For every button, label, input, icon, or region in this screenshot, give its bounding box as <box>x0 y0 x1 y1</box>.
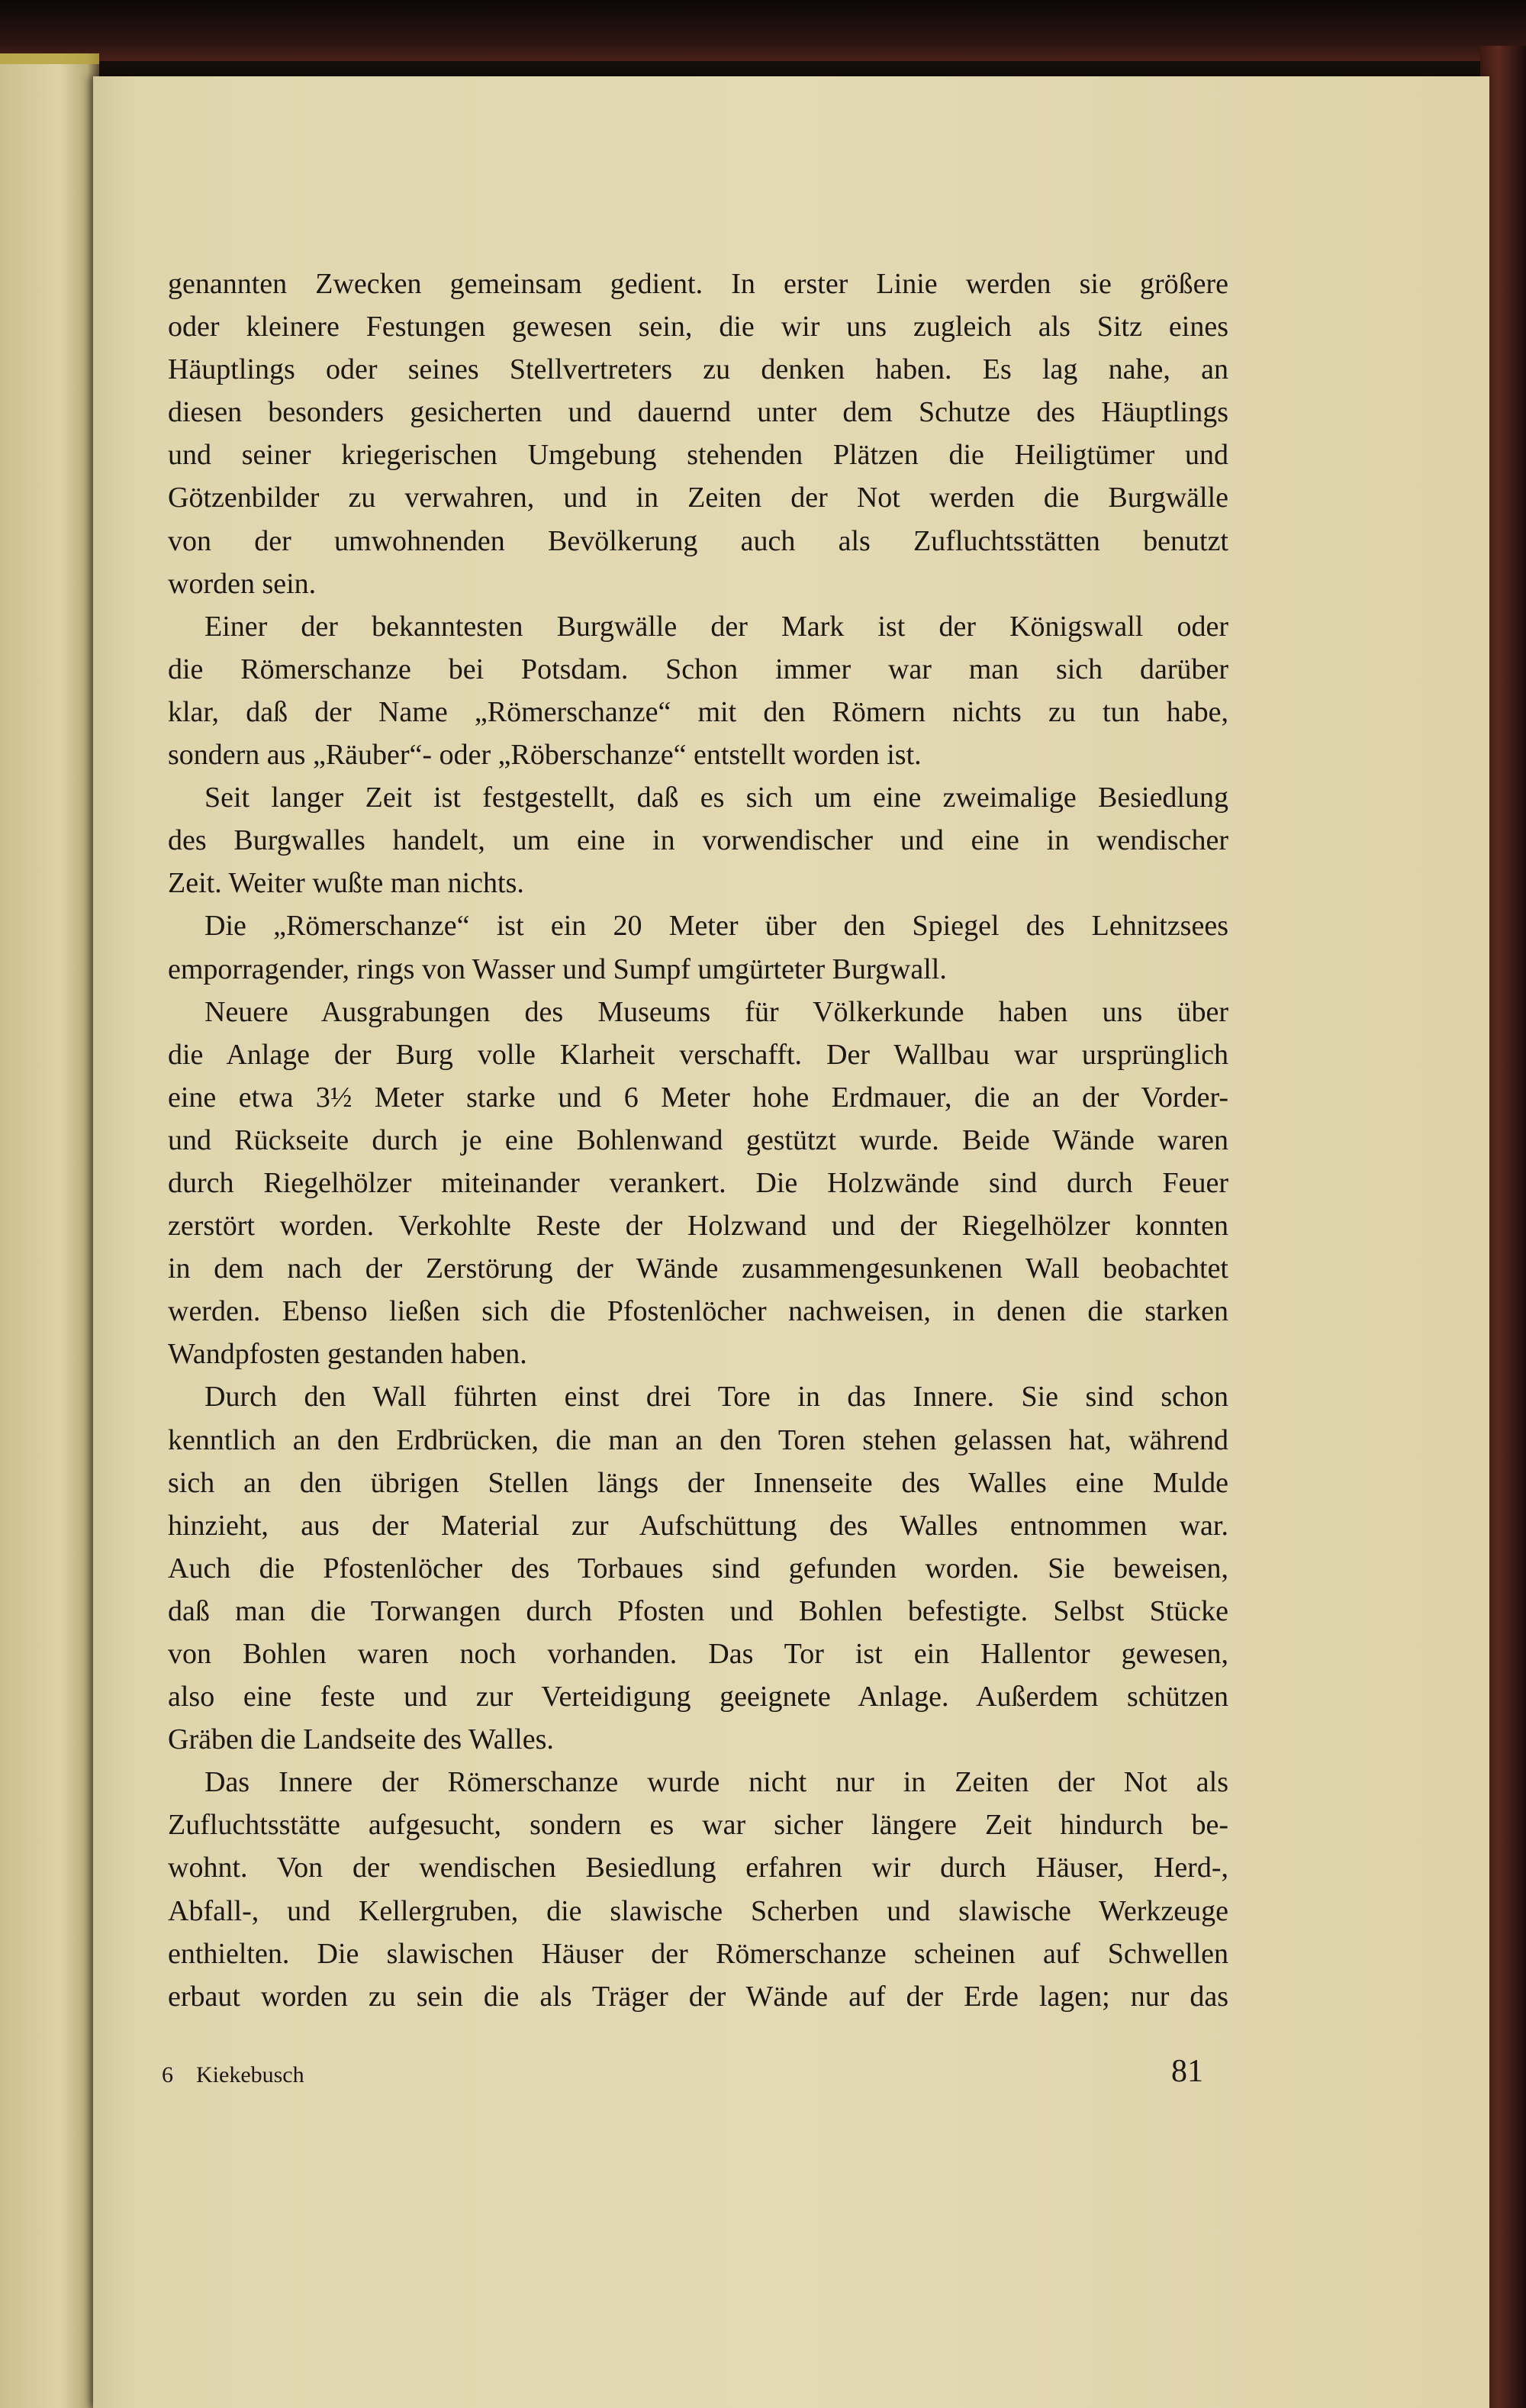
text-line: und seiner kriegerischen Umgebung stehenden Plätzen die Heiligtümer und <box>168 439 1228 472</box>
body-text <box>168 263 1228 2018</box>
text-line: durch Riegelhölzer miteinander verankert. Die Holzwände sind durch Feuer <box>168 1166 1228 1199</box>
text-line: erbaut worden zu sein die als Träger der Wände auf der Erde lagen; nur das <box>168 1980 1228 2013</box>
signature-mark <box>162 2062 327 2088</box>
text-line: Häuptlings oder seines Stellvertreters zu denken haben. Es lag nahe, an <box>168 353 1228 386</box>
text-line: wohnt. Von der wendischen Besiedlung erfahren wir durch Häuser, Herd-, <box>168 1852 1228 1884</box>
text-line: Zufluchtsstätte aufgesucht, sondern es war sicher längere Zeit hindurch be- <box>168 1809 1228 1842</box>
text-line: genannten Zwecken gemeinsam gedient. In erster Linie werden sie größere <box>168 268 1228 300</box>
text-line: sich an den übrigen Stellen längs der Innenseite des Walles eine Mulde <box>168 1466 1228 1499</box>
text-line: in dem nach der Zerstörung der Wände zusammengesunkenen Wall beobachtet <box>168 1252 1228 1285</box>
text-line: und Rückseite durch je eine Bohlenwand gestützt wurde. Beide Wände waren <box>168 1123 1228 1156</box>
text-line: daß man die Torwangen durch Pfosten und Bohlen befestigte. Selbst Stücke <box>168 1594 1228 1627</box>
text-line: Gräben die Landseite des Walles. <box>168 1723 554 1756</box>
paragraph <box>168 904 1228 990</box>
text-line: diesen besonders gesicherten und dauernd unter dem Schutze des Häuptlings <box>168 396 1228 429</box>
text-line: Zeit. Weiter wußte man nichts. <box>168 867 524 900</box>
text-line: Auch die Pfostenlöcher des Torbaues sind gefunden worden. Sie beweisen, <box>168 1552 1228 1584</box>
text-line: emporragender, rings von Wasser und Sumpf umgürteter Burgwall. <box>168 953 947 985</box>
paragraph <box>168 991 1228 1376</box>
facing-page-edge <box>0 53 99 2408</box>
text-line: eine etwa 3½ Meter starke und 6 Meter hohe Erdmauer, die an der Vorder- <box>168 1081 1228 1114</box>
text-line: die Anlage der Burg volle Klarheit verschafft. Der Wallbau war ursprünglich <box>168 1038 1228 1071</box>
text-line: die Römerschanze bei Potsdam. Schon immer war man sich darüber <box>168 653 1228 685</box>
text-line: von der umwohnenden Bevölkerung auch als Zufluchtsstätten benutzt <box>168 524 1228 557</box>
paragraph <box>168 1761 1228 2018</box>
text-line: Die „Römerschanze“ ist ein 20 Meter über den Spiegel des Lehnitzsees <box>204 910 1228 943</box>
text-line: Durch den Wall führten einst drei Tore in das Innere. Sie sind schon <box>204 1381 1228 1414</box>
text-line: werden. Ebenso ließen sich die Pfostenlöcher nachweisen, in denen die starken <box>168 1295 1228 1328</box>
text-line: des Burgwalles handelt, um eine in vorwendischer und eine in wendischer <box>168 824 1228 857</box>
text-line: also eine feste und zur Verteidigung geeignete Anlage. Außerdem schützen <box>168 1681 1228 1713</box>
signature-number: 6 <box>162 2062 173 2087</box>
text-line: enthielten. Die slawischen Häuser der Römerschanze scheinen auf Schwellen <box>168 1937 1228 1970</box>
text-line: klar, daß der Name „Römerschanze“ mit den Römern nichts zu tun habe, <box>168 695 1228 728</box>
paragraph <box>168 1375 1228 1761</box>
text-line: Abfall-, und Kellergruben, die slawische Scherben und slawische Werkzeuge <box>168 1894 1228 1927</box>
text-line: Wandpfosten gestanden haben. <box>168 1338 527 1371</box>
page-number: 81 <box>1171 2054 1203 2089</box>
book-cover-top-edge <box>0 0 1526 61</box>
text-line: Neuere Ausgrabungen des Museums für Völkerkunde haben uns über <box>204 995 1228 1028</box>
text-line: oder kleinere Festungen gewesen sein, die wir uns zugleich als Sitz eines <box>168 311 1228 343</box>
text-line: kenntlich an den Erdbrücken, die man an den Toren stehen gelassen hat, während <box>168 1423 1228 1456</box>
paragraph <box>168 263 1228 605</box>
gilt-edge <box>0 53 99 64</box>
text-line: sondern aus „Räuber“- oder „Röberschanze“ entstellt worden ist. <box>168 739 922 772</box>
text-line: worden sein. <box>168 567 317 600</box>
text-line: zerstört worden. Verkohlte Reste der Holzwand und der Riegelhölzer konnten <box>168 1210 1228 1243</box>
text-line: von Bohlen waren noch vorhanden. Das Tor ist ein Hallentor gewesen, <box>168 1638 1228 1670</box>
text-line: hinzieht, aus der Material zur Aufschüttung des Walles entnommen war. <box>168 1509 1228 1542</box>
text-line: Götzenbilder zu verwahren, und in Zeiten der Not werden die Burgwälle <box>168 482 1228 514</box>
paragraph <box>168 776 1228 904</box>
text-line: Das Innere der Römerschanze wurde nicht nur in Zeiten der Not als <box>204 1766 1228 1799</box>
paragraph <box>168 605 1228 776</box>
text-line: Seit langer Zeit ist festgestellt, daß es sich um eine zweimalige Besiedlung <box>204 782 1228 814</box>
signature-name: Kiekebusch <box>196 2062 304 2087</box>
text-line: Einer der bekanntesten Burgwälle der Mark ist der Königswall oder <box>204 610 1228 643</box>
